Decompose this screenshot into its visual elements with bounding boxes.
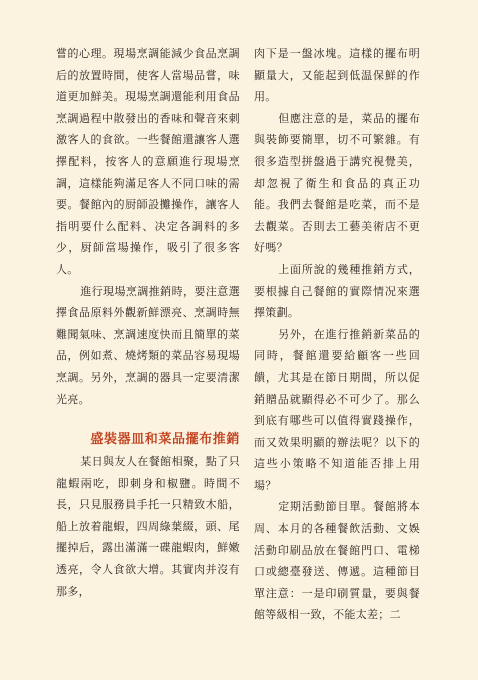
right-paragraph-5: 定期活動節目單。餐館將本周、本月的各種餐飲活動、文娛活動印刷品放在餐館門口、電梯口或總臺發送、傳遞。這種節目單注意：一是印刷質量，要與餐館等級相一致，不能太差；二 bbox=[254, 500, 420, 622]
left-paragraph-1: 嘗的心理。現場烹調能減少食品烹調后的放置時間，使客人當場品嘗，味道更加鮮美。現場烹調還能利用食品烹調過程中散發出的香味和聲音來刺激客人的食欲。一些餐館還讓客人選擇配料，按客人的意願進行現場烹調，這樣能夠滿足客人不同口味的需要。餐館內的厨師設攤操作，讓客人指明要什么配料、决定各調料的多少，厨師當場操作，吸引了很多客人。 bbox=[56, 47, 240, 276]
left-column bbox=[56, 43, 240, 602]
section-heading: 盛裝器皿和菜品擺布推銷 bbox=[90, 432, 240, 448]
right-paragraph-3: 上面所說的幾種推銷方式，要根據自己餐館的實際情况來選擇策劃。 bbox=[254, 262, 420, 320]
right-paragraph-4: 另外，在進行推銷新菜品的同時，餐館還要給顧客一些回饋，尤其是在節日期間，所以促銷贈品就顯得必不可少了。那么到底有哪些可以值得實踐操作，而又效果明顯的辦法呢？以下的這些小策略不知道能否排上用場？ bbox=[254, 327, 420, 492]
right-paragraph-1: 肉下是一盤冰塊。這樣的擺布明顯量大，又能起到低温保鮮的作用。 bbox=[254, 47, 420, 104]
right-paragraph-2: 但應注意的是，菜品的擺布與裝飾要簡單，切不可繁雜。有很多造型拼盤過于講究視覺美，却忽視了衛生和食品的真正功能。我們去餐館是吃菜，而不是去觀菜。否則去工藝美術店不更好嗎？ bbox=[254, 111, 420, 255]
left-paragraph-2: 進行現場烹調推銷時，要注意選擇食品原料外觀新鮮漂亮、烹調時無難聞氣味、烹調速度快而且簡單的菜品，例如煮、燒烤類的菜品容易現場烹調。另外，烹調的器具一定要清潔光亮。 bbox=[56, 284, 240, 406]
left-paragraph-3: 某日與友人在餐館相聚，點了只龍蝦兩吃，即刺身和椒鹽。時間不長，只見服務員手托一只精致木船，船上放着龍蝦，四周綠葉綴，頭、尾擺掉后，露出滿滿一碟龍蝦肉，鮮嫩透亮，令人食欲大增。其實肉并沒有那多， bbox=[56, 455, 240, 598]
right-column bbox=[254, 43, 420, 626]
